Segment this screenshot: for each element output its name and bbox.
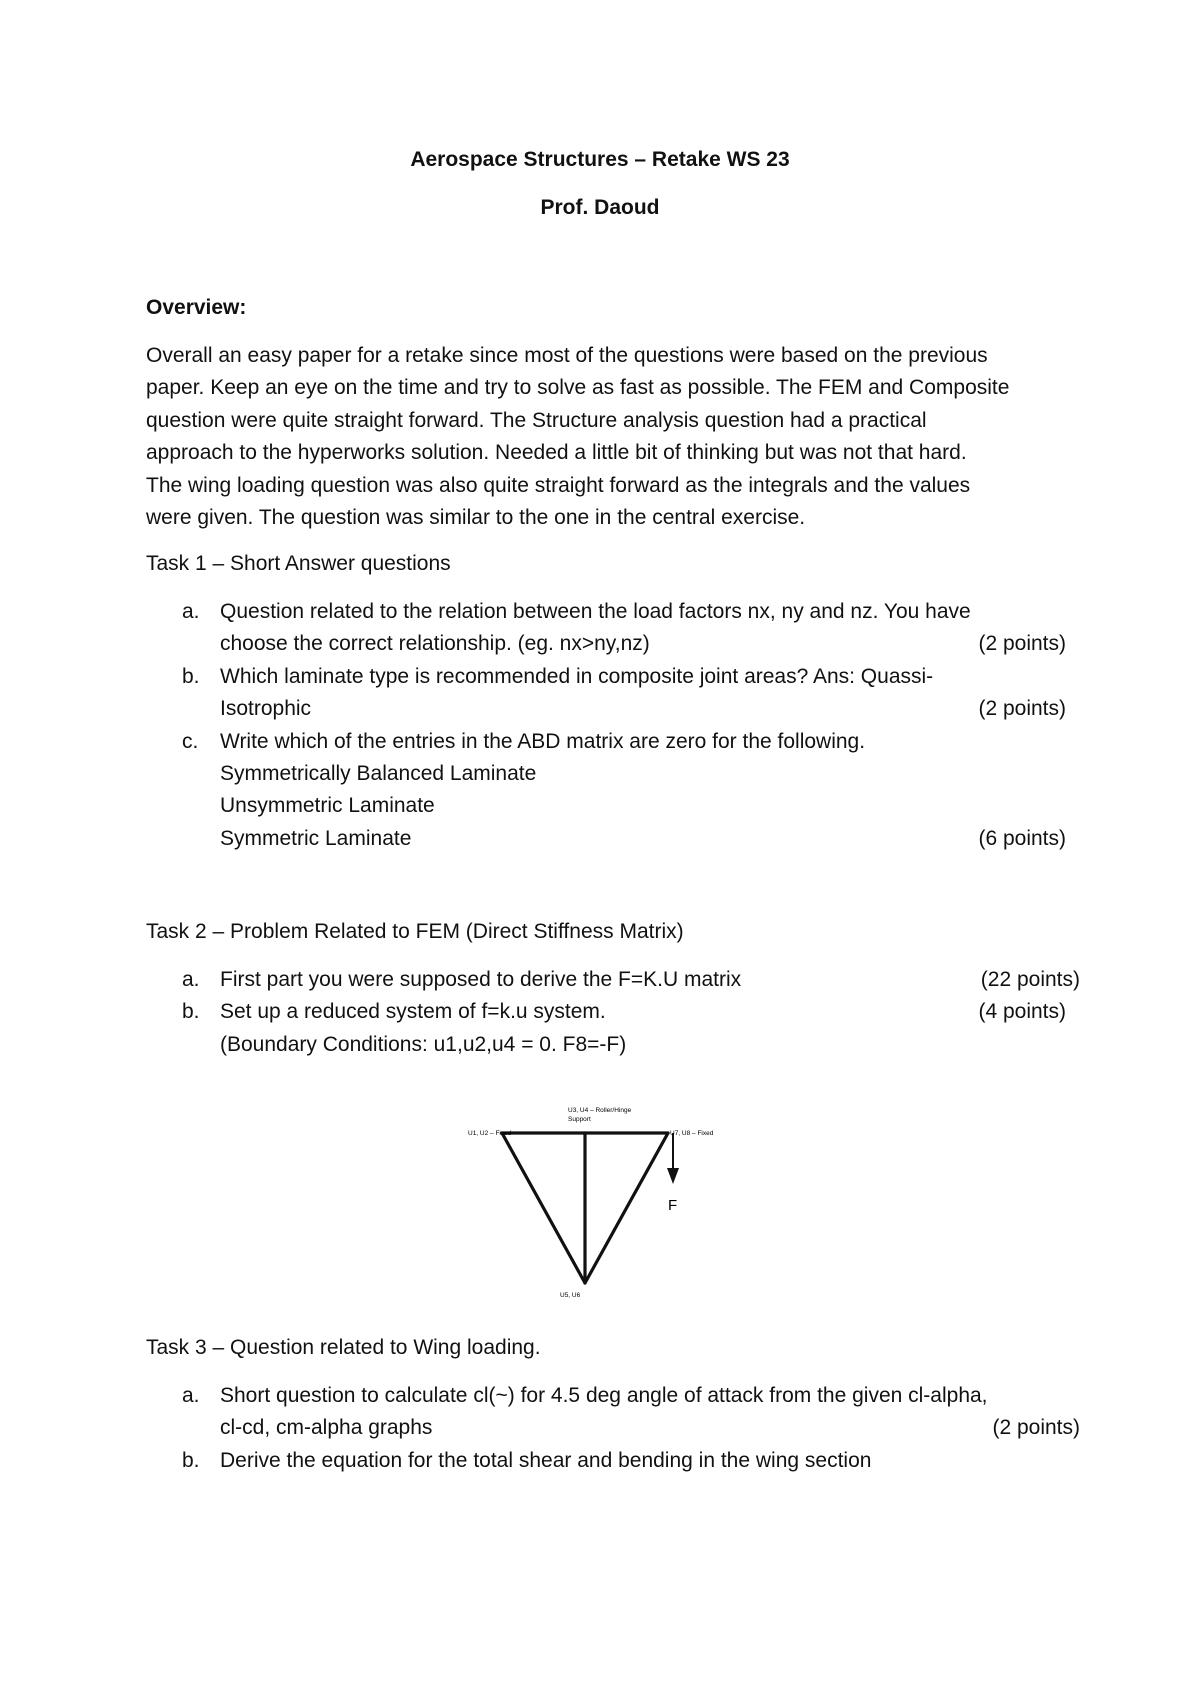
diagram-label-right: U7, U8 – Fixed [670, 1130, 714, 1137]
overview-line: approach to the hyperworks solution. Needed a little bit of thinking but was not that hard. [146, 441, 967, 465]
points-label: (2 points) [978, 632, 1066, 656]
list-item [146, 1445, 1066, 1477]
item-line: Derive the equation for the total shear and bending in the wing section [220, 1448, 872, 1472]
item-line: Short question to calculate cl(~) for 4.5 deg angle of attack from the given cl-alpha, [220, 1384, 988, 1407]
task3-list [146, 1380, 1080, 1477]
points-label: (6 points) [978, 826, 1066, 850]
diagram-label-bottom: U5, U6 [560, 1292, 581, 1299]
item-marker: a. [182, 600, 200, 623]
diagram-label-top-center-2: Support [568, 1116, 591, 1123]
task2-title: Task 2 – Problem Related to FEM (Direct Stiffness Matrix) [146, 920, 684, 943]
document-title: Aerospace Structures – Retake WS 23 [410, 148, 790, 171]
overview-heading: Overview: [146, 296, 247, 319]
item-line: Which laminate type is recommended in composite joint areas? Ans: Quassi- [220, 664, 934, 688]
right-diagonal-member [585, 1133, 668, 1283]
points-label: (2 points) [978, 697, 1066, 721]
item-line: (Boundary Conditions: u1,u2,u4 = 0. F8=-F) [220, 1032, 627, 1056]
item-marker: a. [182, 968, 200, 991]
overview-line: question were quite straight forward. The Structure analysis question had a practical [146, 408, 927, 432]
item-text: cl-cd, cm-alpha graphs [220, 1416, 433, 1440]
overview-line: Overall an easy paper for a retake since most of the questions were based on the previous [146, 344, 988, 367]
diagram-label-force: F [668, 1197, 678, 1214]
item-line: Question related to the relation between the load factors nx, ny and nz. You have [220, 600, 971, 623]
task3-title: Task 3 – Question related to Wing loading. [146, 1336, 541, 1359]
item-line: Unsymmetric Laminate [220, 794, 435, 818]
item-marker: b. [182, 1448, 200, 1472]
item-text: Symmetric Laminate [220, 826, 412, 850]
overview-line: The wing loading question was also quite straight forward as the integrals and the values [146, 473, 971, 497]
overview-line: were given. The question was similar to the one in the central exercise. [146, 505, 806, 529]
task1-title: Task 1 – Short Answer questions [146, 552, 451, 575]
item-text: First part you were supposed to derive the F=K.U matrix [220, 968, 742, 991]
item-text: choose the correct relationship. (eg. nx>ny,nz) [220, 632, 650, 656]
item-marker: c. [182, 729, 199, 753]
points-label: (2 points) [992, 1416, 1080, 1440]
item-marker: b. [182, 1000, 200, 1024]
item-marker: b. [182, 664, 200, 688]
points-label: (4 points) [978, 1000, 1066, 1024]
diagram-label-left: U1, U2 – Fixed [468, 1130, 512, 1137]
overview-line: paper. Keep an eye on the time and try to solve as fast as possible. The FEM and Composite [146, 376, 1010, 400]
diagram-label-top-center: U3, U4 – Roller/Hinge [568, 1107, 632, 1114]
item-line: Write which of the entries in the ABD matrix are zero for the following. [220, 729, 866, 753]
list-item [146, 1380, 1080, 1445]
force-arrow-icon [667, 1168, 679, 1184]
item-line-with-points [220, 1412, 1080, 1444]
item-marker: a. [182, 1384, 200, 1407]
points-label: (22 points) [980, 968, 1080, 991]
item-line: Symmetrically Balanced Laminate [220, 761, 537, 785]
item-text: Isotrophic [220, 697, 312, 721]
professor-name: Prof. Daoud [540, 196, 660, 219]
left-diagonal-member [502, 1133, 585, 1283]
item-text: Set up a reduced system of f=k.u system. [220, 1000, 606, 1024]
